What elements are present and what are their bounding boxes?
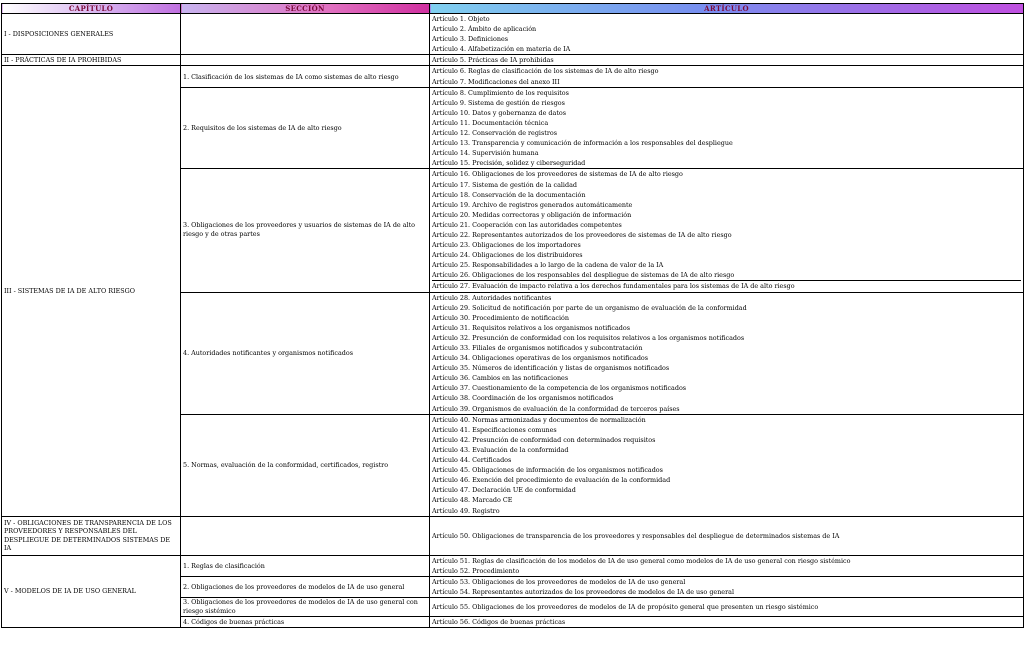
- article-item: Artículo 28. Autoridades notificantes: [432, 293, 552, 302]
- section-cell: 1. Clasificación de los sistemas de IA como sistemas de alto riesgo: [181, 66, 430, 87]
- section-cell: 4. Autoridades notificantes y organismos notificados: [181, 292, 430, 414]
- table-row: [2, 66, 1024, 87]
- chapter-cell: IV - OBLIGACIONES DE TRANSPARENCIA DE LOS PROVEEDORES Y RESPONSABLES DEL DESPLIEGUE DE DETERMINADOS SISTEMAS DE IA: [2, 516, 181, 555]
- article-item: Artículo 6. Reglas de clasificación de los sistemas de IA de alto riesgo: [432, 67, 659, 76]
- article-item: Artículo 25. Responsabilidades a lo largo de la cadena de valor de la IA: [432, 261, 664, 270]
- article-item: Artículo 50. Obligaciones de transparencia de los proveedores y responsables del despliegue de determinados sistemas de IA: [432, 531, 840, 540]
- section-cell: 1. Reglas de clasificación: [181, 555, 430, 576]
- article-item: Artículo 44. Certificados: [432, 456, 512, 465]
- article-item: Artículo 3. Definiciones: [432, 35, 509, 44]
- article-item: Artículo 5. Prácticas de IA prohibidas: [432, 56, 554, 65]
- article-item: Artículo 21. Cooperación con las autoridades competentes: [432, 220, 622, 229]
- article-cell: [430, 576, 1024, 597]
- article-cell: [430, 555, 1024, 576]
- article-item: Artículo 43. Evaluación de la conformidad: [432, 445, 569, 454]
- article-item: Artículo 37. Cuestionamiento de la competencia de los organismos notificados: [432, 384, 687, 393]
- article-item: Artículo 35. Números de identificación y listas de organismos notificados: [432, 364, 670, 373]
- article-item: Artículo 48. Marcado CE: [432, 496, 513, 505]
- header-chapter: CAPÍTULO: [2, 4, 181, 14]
- article-item: Artículo 30. Procedimiento de notificación: [432, 313, 569, 322]
- table-row: [2, 516, 1024, 555]
- section-cell: [181, 55, 430, 66]
- article-item: Artículo 41. Especificaciones comunes: [432, 425, 557, 434]
- article-item: Artículo 22. Representantes autorizados de los proveedores de sistemas de IA de alto riesgo: [432, 230, 732, 239]
- table-row: [2, 55, 1024, 66]
- article-item: Artículo 33. Filiales de organismos notificados y subcontratación: [432, 344, 643, 352]
- article-item: Artículo 17. Sistema de gestión de la calidad: [432, 180, 577, 189]
- article-item: Artículo 10. Datos y gobernanza de datos: [432, 108, 567, 117]
- article-item: Artículo 16. Obligaciones de los proveedores de sistemas de IA de alto riesgo: [432, 170, 683, 179]
- article-item: Artículo 24. Obligaciones de los distribuidores: [432, 251, 583, 260]
- article-cell: [430, 14, 1024, 55]
- article-item: Artículo 55. Obligaciones de los proveedores de modelos de IA de propósito general que presenten un riesgo sistémico: [432, 602, 819, 611]
- article-item: Artículo 46. Exención del procedimiento de evaluación de la conformidad: [432, 476, 671, 485]
- article-item: Artículo 2. Ámbito de aplicación: [432, 25, 537, 34]
- article-cell: [430, 597, 1024, 616]
- section-cell: 3. Obligaciones de los proveedores de modelos de IA de uso general con riesgo sistémico: [181, 597, 430, 616]
- chapter-cell: V - MODELOS DE IA DE USO GENERAL: [2, 555, 181, 627]
- chapter-cell: I - DISPOSICIONES GENERALES: [2, 14, 181, 55]
- article-item: Artículo 34. Obligaciones operativas de los organismos notificados: [432, 354, 649, 363]
- article-item: Artículo 11. Documentación técnica: [432, 118, 549, 127]
- article-item: Artículo 47. Declaración UE de conformidad: [432, 486, 576, 495]
- article-item: Artículo 19. Archivo de registros generados automáticamente: [432, 200, 633, 209]
- article-item: Artículo 23. Obligaciones de los importadores: [432, 241, 581, 250]
- article-cell: [430, 55, 1024, 66]
- article-item: Artículo 31. Requisitos relativos a los organismos notificados: [432, 323, 631, 332]
- article-item: Artículo 52. Procedimiento: [432, 566, 520, 575]
- table-row: [2, 555, 1024, 576]
- article-item: Artículo 20. Medidas correctoras y obligación de información: [432, 210, 632, 219]
- article-cell: [430, 414, 1024, 516]
- article-cell: [430, 616, 1024, 627]
- article-item: Artículo 39. Organismos de evaluación de la conformidad de terceros países: [432, 404, 680, 413]
- article-item: Artículo 9. Sistema de gestión de riesgos: [432, 98, 565, 107]
- section-cell: 3. Obligaciones de los proveedores y usuarios de sistemas de IA de alto riesgo y de otras partes: [181, 169, 430, 292]
- article-item: Artículo 1. Objeto: [432, 15, 490, 23]
- article-item: Artículo 40. Normas armonizadas y documentos de normalización: [432, 415, 646, 424]
- section-cell: 2. Obligaciones de los proveedores de modelos de IA de uso general: [181, 576, 430, 597]
- section-cell: [181, 516, 430, 555]
- article-item: Artículo 29. Solicitud de notificación por parte de un organismo de evaluación de la conformidad: [432, 303, 747, 312]
- article-item: Artículo 4. Alfabetización en materia de IA: [432, 45, 571, 54]
- header-row: [2, 4, 1024, 14]
- header-article: ARTÍCULO: [430, 4, 1024, 14]
- article-item: Artículo 56. Códigos de buenas prácticas: [432, 617, 566, 626]
- article-item: Artículo 51. Reglas de clasificación de los modelos de IA de uso general como modelos de IA de uso general con riesgo sistémico: [432, 556, 851, 565]
- article-cell: [430, 516, 1024, 555]
- article-item: Artículo 12. Conservación de registros: [432, 129, 558, 138]
- section-cell: 4. Códigos de buenas prácticas: [181, 616, 430, 627]
- chapter-cell: II - PRÁCTICAS DE IA PROHIBIDAS: [2, 55, 181, 66]
- ai-act-structure-table: [1, 3, 1024, 628]
- article-item: Artículo 42. Presunción de conformidad con determinados requisitos: [432, 435, 656, 444]
- article-cell: [430, 169, 1024, 292]
- article-item: Artículo 53. Obligaciones de los proveedores de modelos de IA de uso general: [432, 577, 686, 586]
- section-cell: [181, 14, 430, 55]
- chapter-cell: III - SISTEMAS DE IA DE ALTO RIESGO: [2, 66, 181, 516]
- article-item: Artículo 36. Cambios en las notificaciones: [432, 374, 569, 383]
- article-cell: [430, 292, 1024, 414]
- article-item: Artículo 54. Representantes autorizados de los proveedores de modelos de IA de uso general: [432, 587, 734, 596]
- table-row: [2, 14, 1024, 55]
- article-item: Artículo 32. Presunción de conformidad con los requisitos relativos a los organismos notificados: [432, 333, 745, 342]
- section-cell: 5. Normas, evaluación de la conformidad, certificados, registro: [181, 414, 430, 516]
- article-item: Artículo 8. Cumplimiento de los requisitos: [432, 88, 569, 97]
- article-item: Artículo 27. Evaluación de impacto relativa a los derechos fundamentales para los sistemas de IA de alto riesgo: [432, 280, 1021, 291]
- header-section: SECCIÓN: [181, 4, 430, 14]
- article-item: Artículo 38. Coordinación de los organismos notificados: [432, 394, 614, 403]
- article-cell: [430, 66, 1024, 87]
- article-item: Artículo 14. Supervisión humana: [432, 149, 539, 158]
- article-item: Artículo 13. Transparencia y comunicación de información a los responsables del despliegue: [432, 139, 733, 148]
- article-item: Artículo 18. Conservación de la documentación: [432, 190, 586, 199]
- article-cell: [430, 87, 1024, 169]
- article-item: Artículo 15. Precisión, solidez y ciberseguridad: [432, 159, 586, 168]
- article-item: Artículo 45. Obligaciones de información de los organismos notificados: [432, 466, 663, 475]
- section-cell: 2. Requisitos de los sistemas de IA de alto riesgo: [181, 87, 430, 169]
- article-item: Artículo 49. Registro: [432, 506, 500, 515]
- article-item: Artículo 26. Obligaciones de los responsables del despliegue de sistemas de IA de alto riesgo: [432, 271, 735, 280]
- article-item: Artículo 7. Modificaciones del anexo III: [432, 77, 560, 86]
